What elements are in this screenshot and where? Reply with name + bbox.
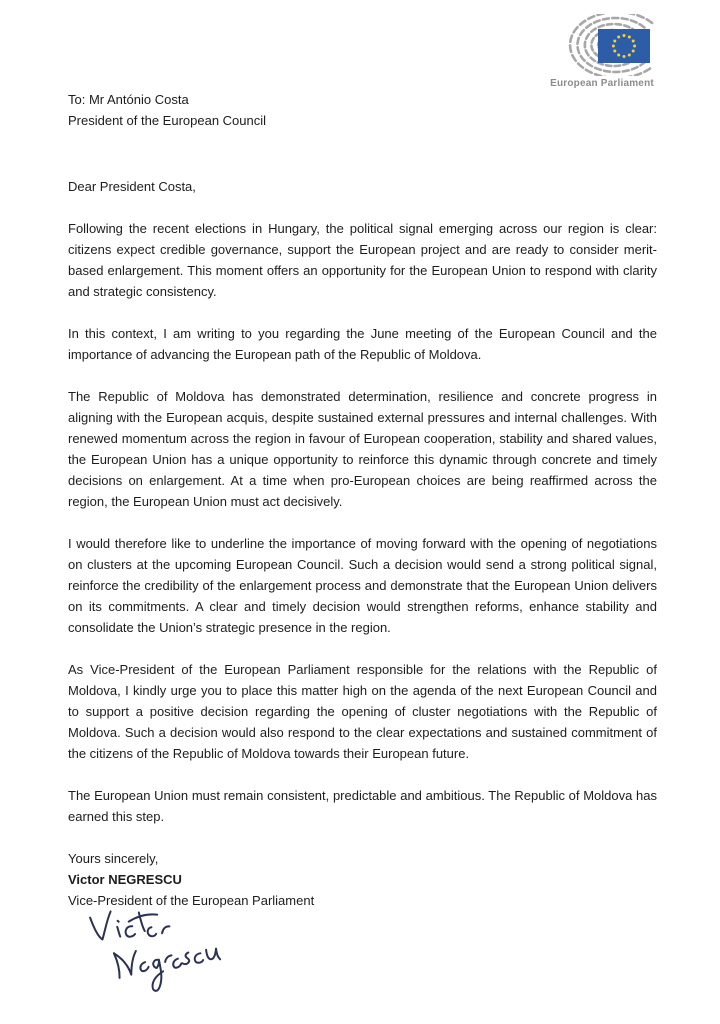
sender-name: Victor NEGRESCU [68,872,182,887]
signature-icon [80,896,250,1006]
salutation: Dear President Costa, [68,179,196,194]
recipient-line: President of the European Council [68,113,267,128]
logo-caption: European Parliament [550,78,654,89]
paragraph-2: In this context, I am writing to you regarding the June meeting of the European Council and the importance of advancing the European path of the Republic of Moldova. [68,326,657,362]
letter-body [68,89,657,911]
paragraph-4: I would therefore like to underline the importance of moving forward with the opening of negotiations on clusters at the upcoming European Council. Such a decision would send a strong political signal, reinforce the credibility of the enlargement process and demonstrate that the European Union delivers on its commitments. A clear and timely decision would strengthen reforms, enhance stability and consolidate the Union’s strategic presence in the region. [68,536,657,635]
paragraph-5: As Vice-President of the European Parliament responsible for the relations with the Republic of Moldova, I kindly urge you to place this matter high on the agenda of the next European Council and to support a positive decision regarding the opening of cluster negotiations with the Republic of Moldova. Such a decision would also respond to the clear expectations and sustained commitment of the citizens of the Republic of Moldova towards their European future. [68,662,657,761]
paragraph-1: Following the recent elections in Hungary, the political signal emerging across our region is clear: citizens expect credible governance, support the European project and are ready to consider merit-based enlargement. This moment offers an opportunity for the European Union to respond with clarity and strategic consistency. [68,221,657,299]
paragraph-3: The Republic of Moldova has demonstrated determination, resilience and concrete progress in aligning with the European acquis, despite sustained external pressures and internal challenges. With renewed momentum across the region in favour of European cooperation, stability and shared values, the European Union has a unique opportunity to reinforce this dynamic through concrete and timely decisions on enlargement. At a time when pro-European choices are being reaffirmed across the region, the European Union must act decisively. [68,389,657,509]
paragraph-6: The European Union must remain consistent, predictable and ambitious. The Republic of Moldova has earned this step. [68,788,657,824]
valediction: Yours sincerely, [68,851,159,866]
recipient-block [68,89,657,131]
recipient-line: To: Mr António Costa [68,92,189,107]
european-parliament-logo [538,14,666,89]
hemicycle-flag-icon [538,14,666,76]
sender-title: Vice-President of the European Parliament [68,893,315,908]
handwritten-signature [80,896,250,1006]
